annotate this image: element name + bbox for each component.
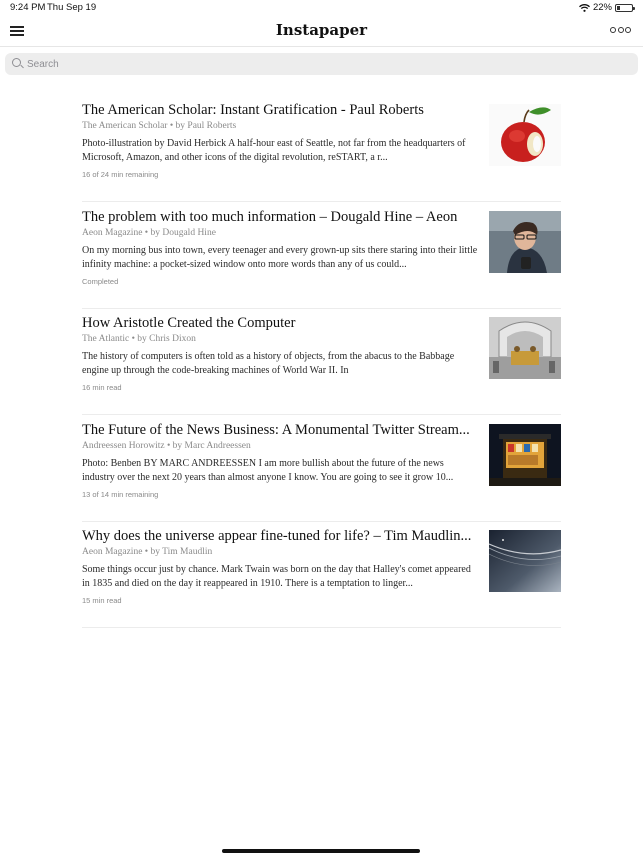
article-excerpt: The history of computers is often told as a history of objects, from the abacus to the Babbage engine up through the code-breaking machines of World War II. In <box>82 351 455 377</box>
article-row[interactable] <box>82 522 561 628</box>
article-meta: Aeon Magazine • by Tim Maudlin <box>82 547 213 558</box>
status-right <box>579 2 633 13</box>
article-title[interactable]: How Aristotle Created the Computer <box>82 315 296 332</box>
article-thumbnail[interactable] <box>489 530 561 592</box>
search-icon <box>12 58 21 67</box>
battery-fill <box>617 6 620 10</box>
bitten-apple-image <box>489 104 561 166</box>
app-title: Instapaper <box>275 21 368 39</box>
search-bar[interactable] <box>5 53 638 75</box>
article-title[interactable]: The American Scholar: Instant Gratification - Paul Roberts <box>82 102 424 118</box>
article-progress: 15 min read <box>82 596 122 606</box>
article-thumbnail[interactable] <box>489 317 561 379</box>
article-meta: The American Scholar • by Paul Roberts <box>82 121 237 131</box>
person-with-phone-image <box>489 211 561 273</box>
article-thumbnail[interactable] <box>489 424 561 486</box>
planet-rings-image <box>489 530 561 592</box>
article-thumbnail[interactable] <box>489 104 561 166</box>
classical-painting-image <box>489 317 561 379</box>
battery-percent: 22% <box>592 2 612 13</box>
article-meta: Aeon Magazine • by Dougald Hine <box>82 227 216 238</box>
article-row[interactable] <box>82 416 561 522</box>
battery-icon <box>615 4 633 12</box>
article-title[interactable]: The Future of the News Business: A Monumental Twitter Stream... <box>82 421 470 438</box>
home-indicator[interactable] <box>222 849 420 853</box>
article-row[interactable] <box>82 309 561 415</box>
article-title[interactable]: Why does the universe appear fine-tuned for life? – Tim Maudlin... <box>82 528 472 545</box>
status-date: Thu Sep 19 <box>47 2 97 13</box>
newsstand-at-night-image <box>489 424 561 486</box>
article-meta: Andreessen Horowitz • by Marc Andreessen <box>82 440 251 451</box>
nav-bar <box>0 16 643 47</box>
wifi-icon <box>579 4 590 12</box>
article-row[interactable] <box>82 203 561 309</box>
article-thumbnail[interactable] <box>489 211 561 273</box>
article-excerpt: On my morning bus into town, every teenager and every grown-up sits there staring into their little infinity machine: a pocket-sized window onto more words than any of us could... <box>82 244 478 270</box>
article-excerpt: Some things occur just by chance. Mark Twain was born on the day that Halley's comet appeared in 1835 and died on the day it reappeared in 1910. There is a temptation to linger... <box>82 564 471 590</box>
article-progress: 16 of 24 min remaining <box>82 170 159 179</box>
article-progress: 16 min read <box>82 383 122 393</box>
article-meta: The Atlantic • by Chris Dixon <box>82 334 196 345</box>
article-progress: Completed <box>82 276 119 286</box>
search-input[interactable] <box>23 53 631 75</box>
article-title[interactable]: The problem with too much information – Dougald Hine – Aeon <box>82 208 458 225</box>
status-time: 9:24 PM <box>10 2 46 13</box>
more-options-icon[interactable] <box>610 27 631 33</box>
status-bar <box>0 0 643 16</box>
article-excerpt: Photo-illustration by David Herbick A half-hour east of Seattle, not far from the headquarters of Microsoft, Amazon, and other icons of the digital revolution, reSTART, a r... <box>82 138 466 163</box>
article-list <box>82 96 561 628</box>
article-progress: 13 of 14 min remaining <box>82 489 159 499</box>
article-row[interactable] <box>82 96 561 202</box>
article-excerpt: Photo: Benben BY MARC ANDREESSEN I am more bullish about the future of the news industry over the next 20 years than almost anyone I know. You are going to see it grow 10... <box>82 457 454 483</box>
